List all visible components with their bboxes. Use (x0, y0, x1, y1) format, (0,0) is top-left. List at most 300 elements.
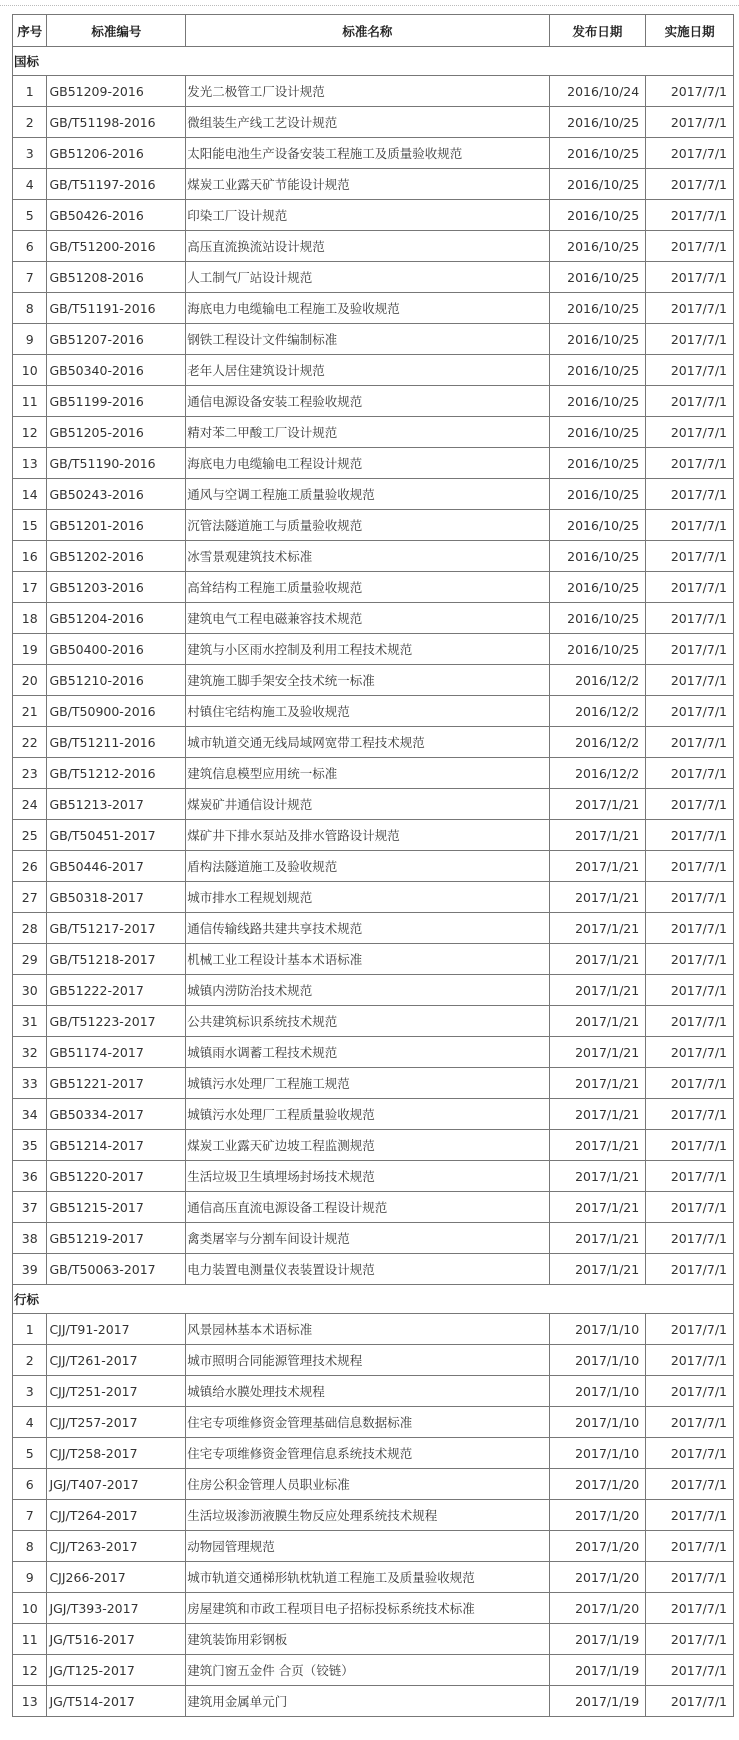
row-index: 5 (13, 200, 47, 231)
table-row (13, 479, 734, 510)
standard-name: 煤矿井下排水泵站及排水管路设计规范 (186, 820, 549, 851)
standard-name: 发光二极管工厂设计规范 (186, 76, 549, 107)
standard-code: GB51213-2017 (47, 789, 186, 820)
publish-date: 2017/1/21 (549, 1192, 646, 1223)
implement-date: 2017/7/1 (646, 200, 734, 231)
publish-date: 2016/10/25 (549, 479, 646, 510)
standard-code: GB51206-2016 (47, 138, 186, 169)
row-index: 10 (13, 1593, 47, 1624)
standard-code: GB50340-2016 (47, 355, 186, 386)
standard-name: 城市排水工程规划规范 (186, 882, 549, 913)
standard-name: 禽类屠宰与分割车间设计规范 (186, 1223, 549, 1254)
standard-code: GB51222-2017 (47, 975, 186, 1006)
standard-name: 住房公积金管理人员职业标准 (186, 1469, 549, 1500)
row-index: 23 (13, 758, 47, 789)
standard-code: GB/T51197-2016 (47, 169, 186, 200)
standard-name: 煤炭工业露天矿节能设计规范 (186, 169, 549, 200)
table-row (13, 1500, 734, 1531)
standard-code: GB51203-2016 (47, 572, 186, 603)
publish-date: 2016/10/25 (549, 169, 646, 200)
table-row (13, 1593, 734, 1624)
table-row (13, 758, 734, 789)
row-index: 21 (13, 696, 47, 727)
standard-name: 房屋建筑和市政工程项目电子招标投标系统技术标准 (186, 1593, 549, 1624)
section-title: 行标 (13, 1285, 734, 1314)
standard-name: 海底电力电缆输电工程设计规范 (186, 448, 549, 479)
table-row (13, 727, 734, 758)
row-index: 31 (13, 1006, 47, 1037)
table-row (13, 665, 734, 696)
row-index: 3 (13, 1376, 47, 1407)
publish-date: 2016/10/25 (549, 355, 646, 386)
table-row (13, 944, 734, 975)
publish-date: 2017/1/21 (549, 820, 646, 851)
standard-name: 风景园林基本术语标准 (186, 1314, 549, 1345)
publish-date: 2016/12/2 (549, 727, 646, 758)
standard-name: 城镇污水处理厂工程施工规范 (186, 1068, 549, 1099)
publish-date: 2017/1/20 (549, 1500, 646, 1531)
row-index: 36 (13, 1161, 47, 1192)
implement-date: 2017/7/1 (646, 1686, 734, 1717)
table-row (13, 200, 734, 231)
publish-date: 2017/1/19 (549, 1655, 646, 1686)
implement-date: 2017/7/1 (646, 1500, 734, 1531)
implement-date: 2017/7/1 (646, 572, 734, 603)
row-index: 33 (13, 1068, 47, 1099)
implement-date: 2017/7/1 (646, 1469, 734, 1500)
publish-date: 2017/1/21 (549, 1223, 646, 1254)
implement-date: 2017/7/1 (646, 1407, 734, 1438)
table-row (13, 1314, 734, 1345)
row-index: 9 (13, 324, 47, 355)
publish-date: 2017/1/21 (549, 1037, 646, 1068)
standard-code: GB50446-2017 (47, 851, 186, 882)
implement-date: 2017/7/1 (646, 169, 734, 200)
standard-name: 住宅专项维修资金管理基础信息数据标准 (186, 1407, 549, 1438)
table-row (13, 1469, 734, 1500)
publish-date: 2016/10/25 (549, 138, 646, 169)
publish-date: 2017/1/10 (549, 1345, 646, 1376)
standard-code: CJJ/T257-2017 (47, 1407, 186, 1438)
table-row (13, 1161, 734, 1192)
implement-date: 2017/7/1 (646, 479, 734, 510)
standard-name: 老年人居住建筑设计规范 (186, 355, 549, 386)
table-row (13, 1068, 734, 1099)
standard-code: GB50400-2016 (47, 634, 186, 665)
standard-name: 太阳能电池生产设备安装工程施工及质量验收规范 (186, 138, 549, 169)
row-index: 27 (13, 882, 47, 913)
implement-date: 2017/7/1 (646, 1376, 734, 1407)
implement-date: 2017/7/1 (646, 231, 734, 262)
table-row (13, 1686, 734, 1717)
row-index: 13 (13, 1686, 47, 1717)
implement-date: 2017/7/1 (646, 882, 734, 913)
standard-name: 电力装置电测量仪表装置设计规范 (186, 1254, 549, 1285)
implement-date: 2017/7/1 (646, 1037, 734, 1068)
row-index: 29 (13, 944, 47, 975)
implement-date: 2017/7/1 (646, 293, 734, 324)
implement-date: 2017/7/1 (646, 851, 734, 882)
standard-name: 通信高压直流电源设备工程设计规范 (186, 1192, 549, 1223)
standard-code: GB51204-2016 (47, 603, 186, 634)
publish-date: 2016/10/25 (549, 200, 646, 231)
row-index: 3 (13, 138, 47, 169)
publish-date: 2017/1/21 (549, 1161, 646, 1192)
standard-name: 村镇住宅结构施工及验收规范 (186, 696, 549, 727)
row-index: 12 (13, 1655, 47, 1686)
table-row (13, 1130, 734, 1161)
standard-code: CJJ/T258-2017 (47, 1438, 186, 1469)
standard-name: 通信传输线路共建共享技术规范 (186, 913, 549, 944)
standard-code: JGJ/T393-2017 (47, 1593, 186, 1624)
row-index: 17 (13, 572, 47, 603)
publish-date: 2017/1/21 (549, 1099, 646, 1130)
implement-date: 2017/7/1 (646, 1223, 734, 1254)
standard-code: GB51215-2017 (47, 1192, 186, 1223)
row-index: 19 (13, 634, 47, 665)
implement-date: 2017/7/1 (646, 417, 734, 448)
header-code: 标准编号 (47, 15, 186, 47)
row-index: 8 (13, 293, 47, 324)
table-row (13, 882, 734, 913)
publish-date: 2016/10/25 (549, 293, 646, 324)
standard-code: GB51219-2017 (47, 1223, 186, 1254)
row-index: 11 (13, 1624, 47, 1655)
publish-date: 2016/10/25 (549, 386, 646, 417)
standard-code: GB50243-2016 (47, 479, 186, 510)
row-index: 6 (13, 231, 47, 262)
standard-name: 沉管法隧道施工与质量验收规范 (186, 510, 549, 541)
standard-name: 建筑电气工程电磁兼容技术规范 (186, 603, 549, 634)
standard-code: GB50318-2017 (47, 882, 186, 913)
top-divider (0, 5, 739, 6)
table-row (13, 138, 734, 169)
publish-date: 2016/10/24 (549, 76, 646, 107)
standard-name: 城镇污水处理厂工程质量验收规范 (186, 1099, 549, 1130)
publish-date: 2017/1/20 (549, 1593, 646, 1624)
row-index: 28 (13, 913, 47, 944)
table-row (13, 789, 734, 820)
standard-code: CJJ/T251-2017 (47, 1376, 186, 1407)
standard-code: GB50334-2017 (47, 1099, 186, 1130)
standard-name: 建筑门窗五金件 合页（铰链） (186, 1655, 549, 1686)
implement-date: 2017/7/1 (646, 76, 734, 107)
row-index: 18 (13, 603, 47, 634)
publish-date: 2016/10/25 (549, 324, 646, 355)
standard-code: GB51207-2016 (47, 324, 186, 355)
table-row (13, 324, 734, 355)
table-row (13, 1192, 734, 1223)
implement-date: 2017/7/1 (646, 355, 734, 386)
table-row (13, 975, 734, 1006)
implement-date: 2017/7/1 (646, 1438, 734, 1469)
header-implement-date: 实施日期 (646, 15, 734, 47)
implement-date: 2017/7/1 (646, 727, 734, 758)
table-row (13, 603, 734, 634)
standard-name: 城镇内涝防治技术规范 (186, 975, 549, 1006)
standard-code: JG/T514-2017 (47, 1686, 186, 1717)
implement-date: 2017/7/1 (646, 1593, 734, 1624)
standard-code: GB51174-2017 (47, 1037, 186, 1068)
row-index: 39 (13, 1254, 47, 1285)
standard-code: GB/T51190-2016 (47, 448, 186, 479)
standard-name: 煤炭工业露天矿边坡工程监测规范 (186, 1130, 549, 1161)
implement-date: 2017/7/1 (646, 975, 734, 1006)
table-row (13, 1099, 734, 1130)
row-index: 4 (13, 1407, 47, 1438)
row-index: 30 (13, 975, 47, 1006)
table-row (13, 169, 734, 200)
standard-name: 城市照明合同能源管理技术规程 (186, 1345, 549, 1376)
header-name: 标准名称 (186, 15, 549, 47)
row-index: 2 (13, 107, 47, 138)
standard-code: GB/T51211-2016 (47, 727, 186, 758)
standard-name: 生活垃圾渗沥液膜生物反应处理系统技术规程 (186, 1500, 549, 1531)
publish-date: 2016/10/25 (549, 448, 646, 479)
standard-name: 通风与空调工程施工质量验收规范 (186, 479, 549, 510)
implement-date: 2017/7/1 (646, 386, 734, 417)
standard-code: CJJ/T264-2017 (47, 1500, 186, 1531)
implement-date: 2017/7/1 (646, 1254, 734, 1285)
table-row (13, 1254, 734, 1285)
standard-code: GB50426-2016 (47, 200, 186, 231)
row-index: 6 (13, 1469, 47, 1500)
table-body (13, 47, 734, 1717)
table-row (13, 76, 734, 107)
implement-date: 2017/7/1 (646, 1161, 734, 1192)
publish-date: 2016/12/2 (549, 696, 646, 727)
standard-name: 城市轨道交通梯形轨枕轨道工程施工及质量验收规范 (186, 1562, 549, 1593)
standard-code: GB/T51191-2016 (47, 293, 186, 324)
publish-date: 2016/10/25 (549, 572, 646, 603)
publish-date: 2017/1/21 (549, 1254, 646, 1285)
implement-date: 2017/7/1 (646, 913, 734, 944)
standard-code: GB/T50451-2017 (47, 820, 186, 851)
publish-date: 2016/12/2 (549, 665, 646, 696)
row-index: 24 (13, 789, 47, 820)
table-row (13, 1223, 734, 1254)
publish-date: 2017/1/21 (549, 789, 646, 820)
publish-date: 2017/1/21 (549, 913, 646, 944)
table-row (13, 386, 734, 417)
row-index: 5 (13, 1438, 47, 1469)
standard-name: 公共建筑标识系统技术规范 (186, 1006, 549, 1037)
standard-code: GB/T51218-2017 (47, 944, 186, 975)
implement-date: 2017/7/1 (646, 324, 734, 355)
row-index: 4 (13, 169, 47, 200)
table-row (13, 572, 734, 603)
standard-code: GB/T50900-2016 (47, 696, 186, 727)
row-index: 8 (13, 1531, 47, 1562)
implement-date: 2017/7/1 (646, 665, 734, 696)
publish-date: 2016/10/25 (549, 262, 646, 293)
publish-date: 2017/1/20 (549, 1531, 646, 1562)
table-row (13, 417, 734, 448)
standard-code: GB51205-2016 (47, 417, 186, 448)
table-row (13, 231, 734, 262)
publish-date: 2017/1/19 (549, 1624, 646, 1655)
standard-name: 住宅专项维修资金管理信息系统技术规范 (186, 1438, 549, 1469)
row-index: 14 (13, 479, 47, 510)
implement-date: 2017/7/1 (646, 1345, 734, 1376)
table-row (13, 1624, 734, 1655)
standard-name: 通信电源设备安装工程验收规范 (186, 386, 549, 417)
implement-date: 2017/7/1 (646, 1624, 734, 1655)
standard-code: GB/T51217-2017 (47, 913, 186, 944)
publish-date: 2017/1/10 (549, 1438, 646, 1469)
standard-name: 盾构法隧道施工及验收规范 (186, 851, 549, 882)
table-row (13, 1438, 734, 1469)
standard-name: 印染工厂设计规范 (186, 200, 549, 231)
table-row (13, 1037, 734, 1068)
publish-date: 2017/1/19 (549, 1686, 646, 1717)
standard-name: 高压直流换流站设计规范 (186, 231, 549, 262)
standard-name: 精对苯二甲酸工厂设计规范 (186, 417, 549, 448)
standard-name: 冰雪景观建筑技术标准 (186, 541, 549, 572)
standard-name: 城镇给水膜处理技术规程 (186, 1376, 549, 1407)
row-index: 16 (13, 541, 47, 572)
row-index: 25 (13, 820, 47, 851)
header-publish-date: 发布日期 (549, 15, 646, 47)
header-index: 序号 (13, 15, 47, 47)
table-row (13, 355, 734, 386)
publish-date: 2017/1/21 (549, 1068, 646, 1099)
standard-code: GB51210-2016 (47, 665, 186, 696)
publish-date: 2016/10/25 (549, 231, 646, 262)
row-index: 7 (13, 262, 47, 293)
section-row (13, 1285, 734, 1314)
publish-date: 2016/10/25 (549, 510, 646, 541)
standard-name: 建筑与小区雨水控制及利用工程技术规范 (186, 634, 549, 665)
standard-name: 建筑装饰用彩钢板 (186, 1624, 549, 1655)
row-index: 12 (13, 417, 47, 448)
publish-date: 2017/1/21 (549, 944, 646, 975)
standard-name: 海底电力电缆输电工程施工及验收规范 (186, 293, 549, 324)
standard-code: CJJ/T261-2017 (47, 1345, 186, 1376)
row-index: 38 (13, 1223, 47, 1254)
row-index: 34 (13, 1099, 47, 1130)
table-row (13, 1376, 734, 1407)
publish-date: 2016/12/2 (549, 758, 646, 789)
implement-date: 2017/7/1 (646, 634, 734, 665)
table-row (13, 634, 734, 665)
standard-name: 建筑用金属单元门 (186, 1686, 549, 1717)
row-index: 35 (13, 1130, 47, 1161)
publish-date: 2016/10/25 (549, 107, 646, 138)
row-index: 13 (13, 448, 47, 479)
table-row (13, 510, 734, 541)
header-row (13, 15, 734, 47)
table-row (13, 1562, 734, 1593)
implement-date: 2017/7/1 (646, 262, 734, 293)
implement-date: 2017/7/1 (646, 944, 734, 975)
row-index: 11 (13, 386, 47, 417)
implement-date: 2017/7/1 (646, 1655, 734, 1686)
implement-date: 2017/7/1 (646, 1314, 734, 1345)
row-index: 1 (13, 76, 47, 107)
implement-date: 2017/7/1 (646, 1068, 734, 1099)
publish-date: 2016/10/25 (549, 603, 646, 634)
publish-date: 2017/1/21 (549, 975, 646, 1006)
table-row (13, 851, 734, 882)
table-row (13, 1655, 734, 1686)
implement-date: 2017/7/1 (646, 1099, 734, 1130)
standard-code: CJJ/T263-2017 (47, 1531, 186, 1562)
implement-date: 2017/7/1 (646, 820, 734, 851)
publish-date: 2017/1/10 (549, 1376, 646, 1407)
row-index: 15 (13, 510, 47, 541)
table-row (13, 1407, 734, 1438)
implement-date: 2017/7/1 (646, 1531, 734, 1562)
publish-date: 2017/1/10 (549, 1407, 646, 1438)
standard-code: GB51201-2016 (47, 510, 186, 541)
table-row (13, 913, 734, 944)
standard-name: 生活垃圾卫生填埋场封场技术规范 (186, 1161, 549, 1192)
standard-code: GB/T51223-2017 (47, 1006, 186, 1037)
standard-name: 微组装生产线工艺设计规范 (186, 107, 549, 138)
implement-date: 2017/7/1 (646, 138, 734, 169)
table-row (13, 448, 734, 479)
table-row (13, 1345, 734, 1376)
row-index: 1 (13, 1314, 47, 1345)
implement-date: 2017/7/1 (646, 1006, 734, 1037)
standard-name: 机械工业工程设计基本术语标准 (186, 944, 549, 975)
table-row (13, 262, 734, 293)
standard-name: 动物园管理规范 (186, 1531, 549, 1562)
standard-code: CJJ/T91-2017 (47, 1314, 186, 1345)
section-row (13, 47, 734, 76)
standard-code: GB/T51200-2016 (47, 231, 186, 262)
standard-code: JG/T125-2017 (47, 1655, 186, 1686)
publish-date: 2016/10/25 (549, 634, 646, 665)
row-index: 37 (13, 1192, 47, 1223)
implement-date: 2017/7/1 (646, 1130, 734, 1161)
table-row (13, 107, 734, 138)
standard-code: GB/T50063-2017 (47, 1254, 186, 1285)
standard-code: GB51221-2017 (47, 1068, 186, 1099)
publish-date: 2017/1/21 (549, 1006, 646, 1037)
standard-code: GB51209-2016 (47, 76, 186, 107)
row-index: 10 (13, 355, 47, 386)
standard-name: 建筑信息模型应用统一标准 (186, 758, 549, 789)
standards-table (12, 14, 734, 1717)
standard-name: 人工制气厂站设计规范 (186, 262, 549, 293)
standard-code: CJJ266-2017 (47, 1562, 186, 1593)
standard-code: JG/T516-2017 (47, 1624, 186, 1655)
publish-date: 2016/10/25 (549, 417, 646, 448)
publish-date: 2017/1/21 (549, 1130, 646, 1161)
implement-date: 2017/7/1 (646, 510, 734, 541)
standard-name: 城镇雨水调蓄工程技术规范 (186, 1037, 549, 1068)
implement-date: 2017/7/1 (646, 758, 734, 789)
standard-code: GB51214-2017 (47, 1130, 186, 1161)
implement-date: 2017/7/1 (646, 541, 734, 572)
table-row (13, 696, 734, 727)
implement-date: 2017/7/1 (646, 603, 734, 634)
standard-name: 城市轨道交通无线局域网宽带工程技术规范 (186, 727, 549, 758)
table-row (13, 293, 734, 324)
publish-date: 2017/1/21 (549, 851, 646, 882)
standard-code: GB51220-2017 (47, 1161, 186, 1192)
publish-date: 2016/10/25 (549, 541, 646, 572)
table-row (13, 1531, 734, 1562)
row-index: 7 (13, 1500, 47, 1531)
implement-date: 2017/7/1 (646, 789, 734, 820)
row-index: 22 (13, 727, 47, 758)
row-index: 20 (13, 665, 47, 696)
standard-code: GB51202-2016 (47, 541, 186, 572)
implement-date: 2017/7/1 (646, 107, 734, 138)
